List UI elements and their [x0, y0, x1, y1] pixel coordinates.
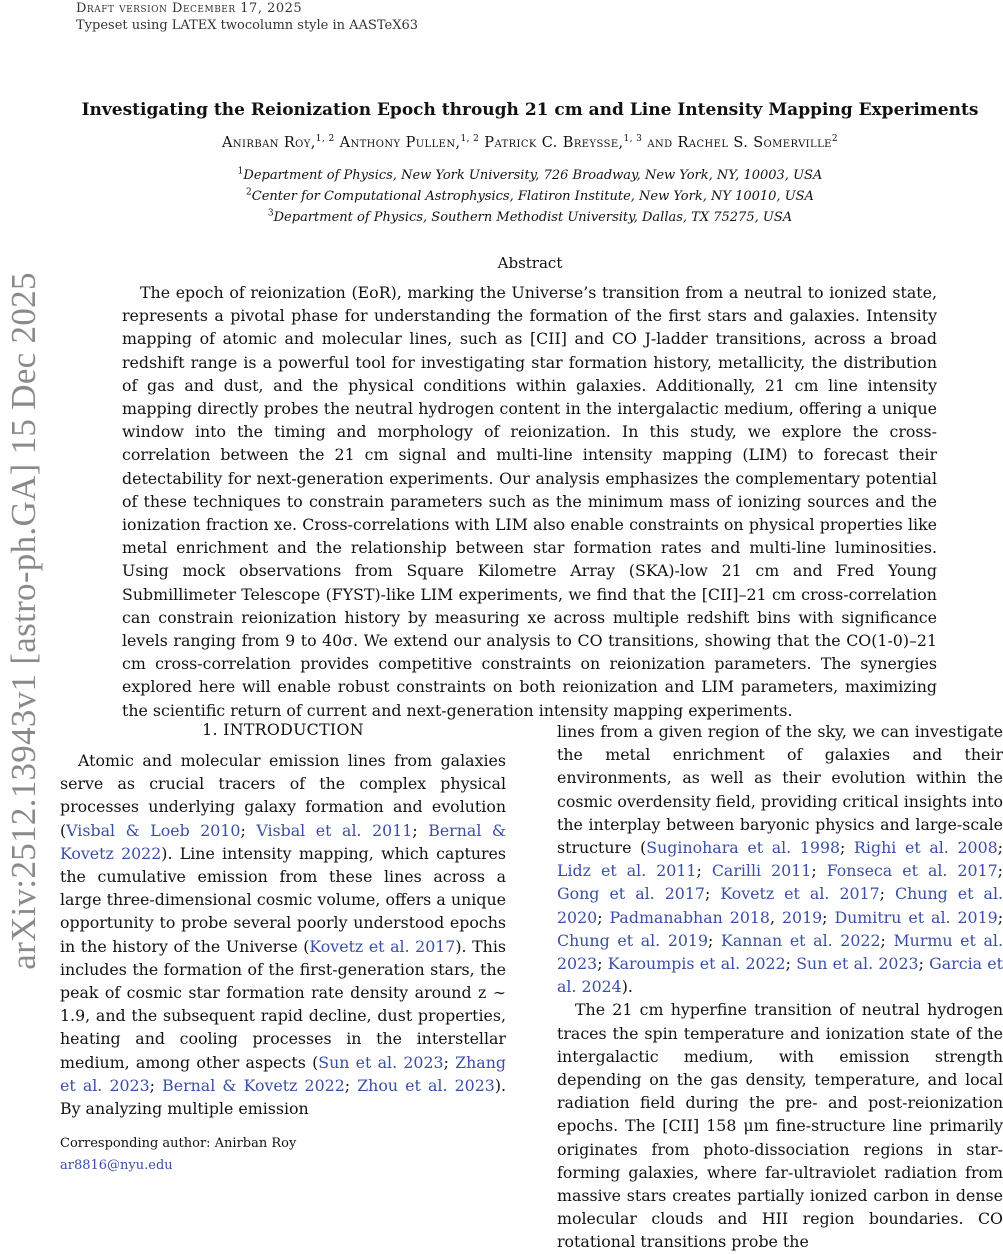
body-text: ;: [840, 838, 855, 858]
citation-link[interactable]: 2019: [781, 907, 823, 927]
body-text: ;: [997, 838, 1003, 858]
arxiv-sidebar: [4, 236, 44, 1006]
body-text: ;: [443, 1052, 456, 1072]
body-text: ;: [822, 907, 835, 927]
citation-link[interactable]: Visbal et al. 2011: [256, 820, 413, 840]
email-link[interactable]: ar8816@nyu.edu: [60, 1158, 173, 1173]
body-text: ;: [412, 820, 429, 840]
paragraph: [557, 998, 1003, 1253]
body-text: ;: [597, 954, 608, 974]
citation-link[interactable]: Murmu et al. 2023: [557, 930, 1003, 974]
author: Patrick C. Breysse,$^{1, 3}$: [484, 134, 643, 151]
citation-link[interactable]: Karoumpis et al. 2022: [607, 954, 786, 974]
body-text: ).: [621, 977, 633, 997]
citation-link[interactable]: Dumitru et al. 2019: [834, 907, 998, 927]
body-text: ,: [769, 907, 782, 927]
body-text: Atomic and molecular emission lines from galaxies serve as crucial tracers of the complex physical processes underlying galaxy formation and evolution (: [60, 751, 506, 840]
citation-link[interactable]: Suginohara et al. 1998: [646, 838, 841, 858]
body-text: ;: [708, 930, 722, 950]
affiliation: $^1$Department of Physics, New York University, 726 Broadway, New York, NY, 10003, USA: [237, 166, 823, 183]
affiliation: $^3$Department of Physics, Southern Methodist University, Dallas, TX 75275, USA: [267, 208, 793, 225]
citation-link[interactable]: Kovetz et al. 2017: [309, 936, 456, 956]
body-text: ;: [240, 820, 257, 840]
citation-link[interactable]: Bernal & Kovetz 2022: [60, 820, 506, 863]
citation-link[interactable]: Carilli 2011: [711, 861, 812, 881]
body-text: ;: [597, 907, 610, 927]
section-heading: 1. INTRODUCTION: [202, 720, 364, 739]
body-text: ;: [879, 884, 896, 904]
citation-link[interactable]: Padmanabhan 2018: [609, 907, 770, 927]
abstract-heading: Abstract: [497, 254, 563, 272]
right-column-text: [557, 720, 1003, 1254]
arxiv-id: arXiv:2512.13943v1 [astro-ph.GA] 15 Dec 2025: [4, 272, 44, 970]
body-text: ). This includes the formation of the first-generation stars, the peak of cosmic star formation rate density around z ∼ 1.9, and the subsequent rapid decline, dust properties, heating and cooling processes in the interstellar medium, among other aspects (: [60, 936, 507, 1072]
body-text: ;: [997, 907, 1003, 927]
citation-link[interactable]: Gong et al. 2017: [557, 884, 705, 904]
body-text: ;: [696, 861, 712, 881]
citation-link[interactable]: Lidz et al. 2011: [557, 861, 697, 881]
body-text: ). Line intensity mapping, which captures the cumulative emission from these lines across a large three-dimensional cosmic volume, offers a unique opportunity to probe several poorly understood epochs in the history of the Universe (: [60, 843, 506, 956]
left-column-text: [60, 749, 506, 1120]
paragraph: [557, 720, 1003, 998]
corresponding-author: Corresponding author: Anirban Roy: [60, 1136, 297, 1151]
author-list: [60, 135, 1000, 151]
running-header: [76, 0, 418, 34]
author: and Rachel S. Somerville$^2$: [647, 134, 838, 151]
body-text: ;: [785, 954, 797, 974]
body-text: ;: [880, 930, 894, 950]
paper-title: Investigating the Reionization Epoch through 21 cm and Line Intensity Mapping Experiments: [81, 100, 979, 120]
body-text: ;: [149, 1075, 163, 1095]
body-text: lines from a given region of the sky, we can investigate the metal enrichment of galaxies and their environments, as well as their evolution within the cosmic overdensity field, providing critical insights into the interplay between baryonic physics and large-scale structure (: [557, 722, 1003, 858]
citation-link[interactable]: Kovetz et al. 2017: [720, 884, 880, 904]
body-text: ;: [997, 861, 1003, 881]
citation-link[interactable]: Chung et al. 2020: [557, 884, 1003, 927]
citation-link[interactable]: Bernal & Kovetz 2022: [162, 1075, 345, 1095]
body-text: The 21 cm hyperfine transition of neutral hydrogen traces the spin temperature and ionization state of the intergalactic medium, with emission strength depending on the gas density, temperature, and local radiation field during the pre- and post-reionization epochs. The [CII] 158 μm fine-structure line primarily originates from photo-dissociation regions in star-forming galaxies, where far-ultraviolet radiation from massive stars creates partially ionized carbon in dense molecular clouds and HII region boundaries. CO rotational transitions probe the: [557, 1000, 1003, 1252]
citation-link[interactable]: Zhou et al. 2023: [357, 1075, 495, 1095]
citation-link[interactable]: Garcia et al. 2024: [557, 954, 1003, 997]
abstract-text: The epoch of reionization (EoR), marking the Universe’s transition from a neutral to ionized state, represents a pivotal phase for understanding the formation of the first stars and galaxies. Intensity mapping of atomic and molecular lines, such as [CII] and CO J-ladder transitions, across a broad redshift range is a powerful tool for investigating star formation history, metallicity, the distribution of gas and dust, and the physical conditions within galaxies. Additionally, 21 cm line intensity mapping directly probes the neutral hydrogen content in the intergalactic medium, offering a unique window into the timing and morphology of reionization. In this study, we explore the cross-correlation between the 21 cm signal and multi-line intensity mapping (LIM) to forecast their detectability for next-generation experiments. Our analysis emphasizes the complementary potential of these techniques to constrain parameters such as the minimum mass of ionizing sources and the ionization fraction xe. Cross-correlations with LIM also enable constraints on physical properties like metal enrichment and the relationship between star formation rates and multi-line luminosities. Using mock observations from Square Kilometre Array (SKA)-low 21 cm and Fred Young Submillimeter Telescope (FYST)-like LIM experiments, we find that the [CII]–21 cm cross-correlation can constrain reionization history by measuring xe across multiple redshift bins with significance levels ranging from 9 to 40σ. We extend our analysis to CO transitions, showing that the CO(1-0)–21 cm cross-correlation provides competitive constraints on reionization parameters. The synergies explored here will enable robust constraints on both reionization and LIM parameters, maximizing the scientific return of current and next-generation intensity mapping experiments.: [122, 283, 937, 720]
body-text: ;: [344, 1075, 358, 1095]
citation-link[interactable]: Kannan et al. 2022: [721, 930, 881, 950]
citation-link[interactable]: Righi et al. 2008: [854, 838, 998, 858]
affiliation: $^2$Center for Computational Astrophysics, Flatiron Institute, New York, NY 10010, USA: [246, 187, 814, 204]
citation-link[interactable]: Sun et al. 2023: [318, 1052, 444, 1072]
citation-link[interactable]: Chung et al. 2019: [557, 930, 709, 950]
body-text: ;: [811, 861, 827, 881]
corresponding-author-footnote: [60, 1133, 296, 1177]
citation-link[interactable]: Sun et al. 2023: [796, 954, 919, 974]
draft-version: Draft version December 17, 2025: [76, 1, 303, 16]
body-text: ;: [704, 884, 721, 904]
citation-link[interactable]: Fonseca et al. 2017: [826, 861, 998, 881]
body-text: ;: [918, 954, 930, 974]
author: Anirban Roy,$^{1, 2}$: [222, 134, 335, 151]
citation-link[interactable]: Visbal & Loeb 2010: [66, 820, 241, 840]
typeset-note: Typeset using LATEX twocolumn style in AASTeX63: [76, 18, 419, 33]
citation-link[interactable]: Zhang et al. 2023: [60, 1052, 506, 1095]
author: Anthony Pullen,$^{1, 2}$: [339, 134, 480, 151]
body-text: ). By analyzing multiple emission: [60, 1075, 507, 1119]
